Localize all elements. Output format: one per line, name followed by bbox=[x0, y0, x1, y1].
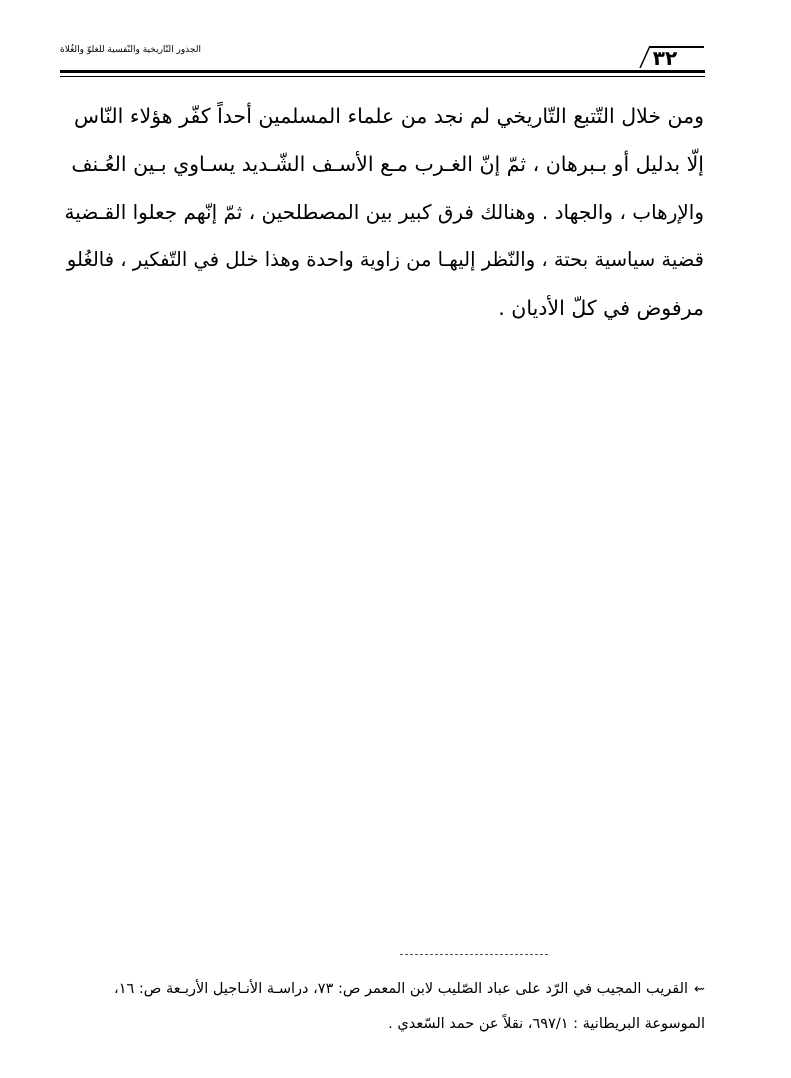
page-number: ٣٢ bbox=[652, 46, 678, 70]
header-rule-thin bbox=[60, 76, 705, 77]
header-rule-thick bbox=[60, 70, 705, 73]
footnote-separator bbox=[400, 954, 548, 955]
body-line-1: ومن خلال التّتبع التّاريخي لم نجد من علماء المسلمين أحداً كفّر هؤلاء النّاس bbox=[73, 104, 704, 128]
running-title: الجذور التّاريخية والنّفسية للغلوّ والغُلاة bbox=[60, 45, 201, 55]
body-line-2: إلّا بدليل أو بـبرهان ، ثمّ إنّ الغـرب مـع الأسـف الشّـديد يسـاوي بـين العُـنف bbox=[71, 152, 704, 176]
footnote-line-1 bbox=[60, 972, 705, 1007]
footnote-marker-icon: ⇜ bbox=[694, 982, 705, 997]
footnote-line-2: الموسوعة البريطانية : ٦٩٧/١، نقلاً عن حمد السّعدي . bbox=[388, 1016, 705, 1032]
body-line-3: والإرهاب ، والجهاد . وهنالك فرق كبير بين المصطلحين ، ثمّ إنّهم جعلوا القـضية bbox=[64, 200, 704, 224]
footnote-text-1: القريب المجيب في الرّد على عباد الصّليب لابن المعمر ص: ٧٣، دراسـة الأنـاجيل الأربـعة ص: ١٦، bbox=[114, 981, 689, 997]
body-line-4: قضية سياسية بحتة ، والنّظر إليهـا من زاوية واحدة وهذا خلل في التّفكير ، فالغُلو bbox=[66, 248, 704, 271]
footnotes bbox=[60, 972, 705, 1041]
body-paragraph bbox=[62, 92, 704, 332]
body-line-5: مرفوض في كلّ الأديان . bbox=[498, 296, 704, 320]
